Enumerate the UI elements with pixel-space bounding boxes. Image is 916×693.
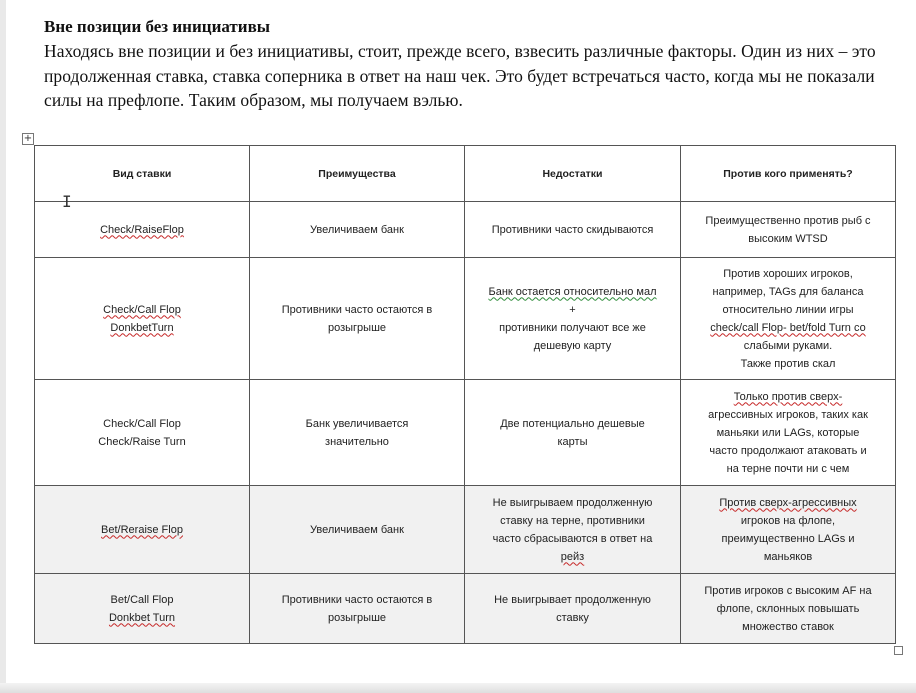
cell-line: розыгрыше: [327, 611, 387, 624]
cell-against[interactable]: [681, 574, 896, 644]
cell-disadvantages[interactable]: [465, 202, 681, 258]
cell-line: Увеличиваем банк: [310, 523, 404, 536]
table-row: [35, 574, 896, 644]
cell-line: слабыми руками.: [743, 339, 833, 352]
cell-bet-type[interactable]: [35, 486, 250, 574]
table-row: [35, 202, 896, 258]
cell-line: Bet/Call Flop: [110, 593, 174, 606]
document-body[interactable]: [44, 15, 884, 113]
table-row: [35, 258, 896, 380]
table-move-handle-icon[interactable]: +: [23, 133, 33, 144]
cell-line: дешевую карту: [533, 339, 612, 352]
strategy-table[interactable]: [34, 145, 896, 644]
cell-line: Против игроков с высоким AF на: [704, 584, 872, 597]
cell-line: Противники часто скидываются: [491, 223, 654, 236]
cell-line: Check/RaiseFlop: [100, 223, 184, 236]
cell-line: часто сбрасываются в ответ на: [492, 532, 653, 545]
cell-bet-type[interactable]: [35, 258, 250, 380]
cell-line: маньяков: [763, 550, 813, 563]
cell-line: на терне почти ни с чем: [726, 462, 850, 475]
header-against: Против кого применять?: [681, 146, 896, 202]
cell-line: маньяки или LAGs, которые: [716, 426, 860, 439]
cell-line: преимущественно LAGs и: [721, 532, 855, 545]
cell-line: например, TAGs для баланса: [712, 285, 864, 298]
cell-line: значительно: [325, 435, 389, 448]
cell-against[interactable]: [681, 486, 896, 574]
cell-line: Против сверх-агрессивных: [719, 496, 857, 509]
cell-line: ставку на терне, противники: [500, 514, 645, 527]
cell-advantages[interactable]: [250, 258, 465, 380]
cell-line: Преимущественно против рыб с: [705, 214, 871, 227]
cell-line: розыгрыше: [327, 321, 387, 334]
table-row: [35, 380, 896, 486]
header-disadvantages: Недостатки: [465, 146, 681, 202]
cell-line: Противники часто остаются в: [281, 303, 433, 316]
cell-line: относительно линии игры: [722, 303, 854, 316]
cell-disadvantages[interactable]: [465, 258, 681, 380]
cell-line: Против хороших игроков,: [723, 267, 853, 280]
intro-paragraph: Находясь вне позиции и без инициативы, стоит, прежде всего, взвесить различные факторы. Один из них – это продолженная ставка, ставка соперника в ответ на наш чек. Это будет встречаться часто, когда мы не показали силы на префлопе. Таким образом, мы получаем вэлью.: [44, 41, 876, 110]
table-row: [35, 486, 896, 574]
cell-advantages[interactable]: [250, 202, 465, 258]
cell-disadvantages[interactable]: [465, 486, 681, 574]
cell-line: Банк остается относительно мал: [488, 285, 657, 298]
cell-advantages[interactable]: [250, 380, 465, 486]
cell-against[interactable]: [681, 202, 896, 258]
cell-line: множество ставок: [742, 620, 834, 633]
cell-line: противники получают все же: [499, 321, 646, 334]
section-heading: Вне позиции без инициативы: [44, 17, 271, 36]
cell-line: карты: [557, 435, 588, 448]
cell-advantages[interactable]: [250, 574, 465, 644]
cell-line: ставку: [556, 611, 589, 624]
cell-line: check/call Flop- bet/fold Turn со: [710, 321, 866, 334]
cell-line: агрессивных игроков, таких как: [708, 408, 868, 421]
cell-line: Только против сверх-: [733, 390, 843, 403]
text-cursor-icon: I: [62, 192, 72, 211]
cell-line: Противники часто остаются в: [281, 593, 433, 606]
cell-line: +: [569, 303, 576, 316]
cell-disadvantages[interactable]: [465, 380, 681, 486]
page-left-edge: [0, 0, 6, 693]
cell-advantages[interactable]: [250, 486, 465, 574]
cell-line: Банк увеличивается: [305, 417, 409, 430]
header-advantages: Преимущества: [250, 146, 465, 202]
cell-against[interactable]: [681, 258, 896, 380]
page-bottom-edge: [0, 683, 916, 693]
cell-line: флопе, склонных повышать: [716, 602, 860, 615]
table-header-row: [35, 146, 896, 202]
cell-line: Check/Call Flop: [103, 303, 181, 316]
cell-line: высоким WTSD: [748, 232, 828, 245]
cell-line: Check/Call Flop: [103, 417, 181, 430]
cell-line: игроков на флопе,: [740, 514, 836, 527]
table-resize-handle-icon[interactable]: [894, 646, 903, 655]
cell-line: рейз: [560, 550, 585, 563]
cell-line: Bet/Reraise Flop: [101, 523, 183, 536]
cell-line: Donkbet Turn: [108, 611, 176, 624]
header-bet-type: Вид ставки: [35, 146, 250, 202]
cell-line: Не выигрываем продолженную: [492, 496, 653, 509]
cell-line: Увеличиваем банк: [310, 223, 404, 236]
cell-against[interactable]: [681, 380, 896, 486]
cell-line: Не выигрывает продолженную: [494, 593, 651, 606]
cell-disadvantages[interactable]: [465, 574, 681, 644]
cell-line: Также против скал: [740, 357, 836, 370]
cell-line: Check/Raise Turn: [98, 435, 186, 448]
cell-line: DonkbetTurn: [110, 321, 174, 334]
cell-bet-type[interactable]: [35, 380, 250, 486]
cell-line: часто продолжают атаковать и: [709, 444, 867, 457]
cell-bet-type[interactable]: [35, 574, 250, 644]
cell-line: Две потенциально дешевые: [500, 417, 645, 430]
